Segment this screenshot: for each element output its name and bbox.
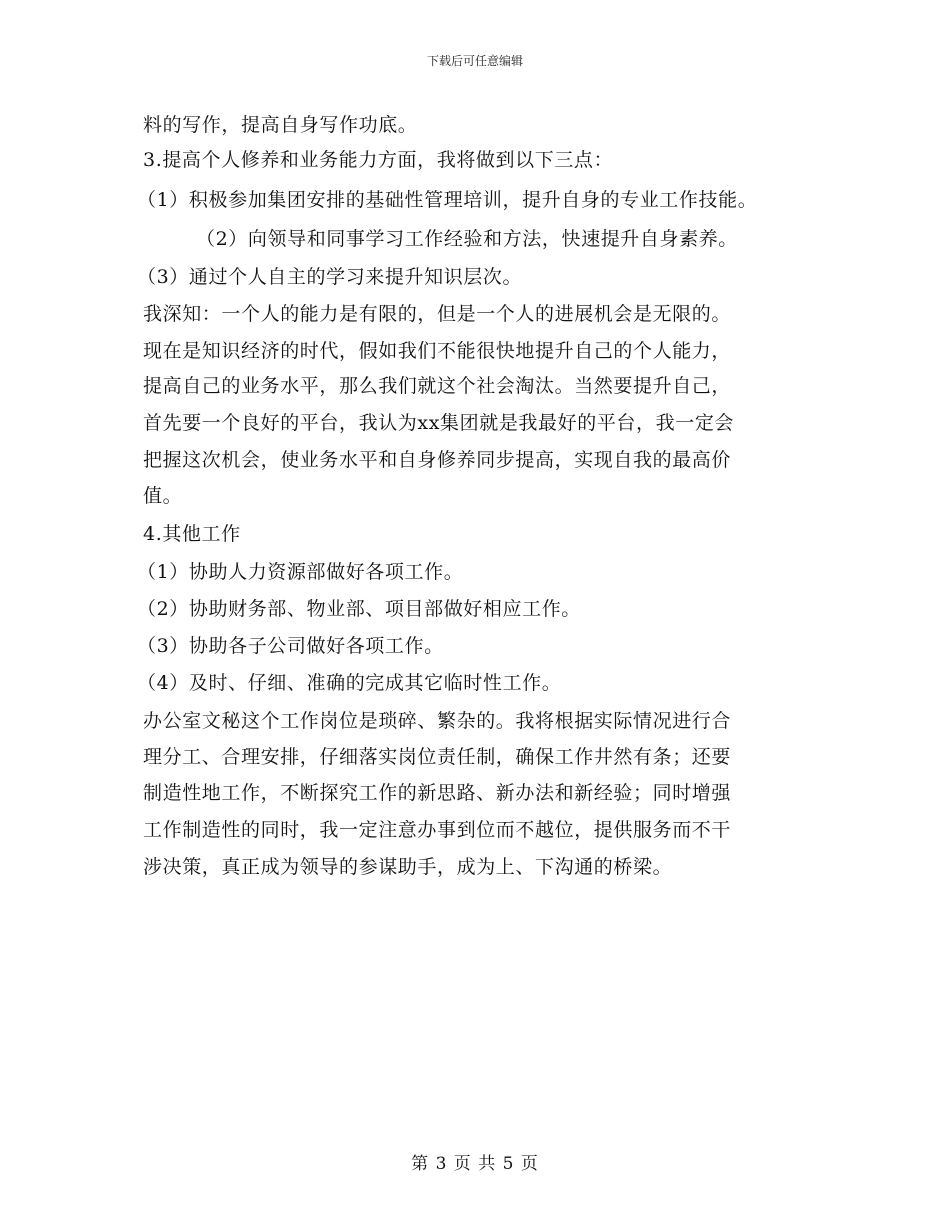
text-line: 值。 [143,485,183,507]
list-item: （1）协助人力资源部做好各项工作。 [137,561,464,583]
list-item: （3）协助各子公司做好各项工作。 [137,635,444,657]
text-line: 首先要一个良好的平台，我认为xx集团就是我最好的平台，我一定会 [143,412,735,434]
text-line: 办公室文秘这个工作岗位是琐碎、繁杂的。我将根据实际情况进行合 [143,710,732,732]
list-item: （2）向领导和同事学习工作经验和方法，快速提升自身素养。 [196,228,738,250]
page-number: 第 3 页 共 5 页 [411,1154,539,1174]
list-item: （1）积极参加集团安排的基础性管理培训，提升自身的专业工作技能。 [137,189,758,211]
list-item: （4）及时、仔细、准确的完成其它临时性工作。 [137,672,562,694]
section-heading: 4.其他工作 [143,523,241,545]
text-line: 制造性地工作，不断探究工作的新思路、新办法和新经验；同时增强 [143,782,732,804]
text-line: 料的写作，提高自身写作功底。 [143,114,418,136]
text-line: 把握这次机会，使业务水平和自身修养同步提高，实现自我的最高价 [143,449,732,471]
text-line: 工作制造性的同时，我一定注意办事到位而不越位，提供服务而不干 [143,819,732,841]
text-line: 理分工、合理安排，仔细落实岗位责任制，确保工作井然有条；还要 [143,746,732,768]
page-header: 下载后可任意编辑 [426,54,523,68]
list-item: （3）通过个人自主的学习来提升知识层次。 [137,266,523,288]
section-heading: 3.提高个人修养和业务能力方面，我将做到以下三点： [143,149,614,171]
text-line: 现在是知识经济的时代，假如我们不能很快地提升自己的个人能力， [143,340,732,362]
list-item: （2）协助财务部、物业部、项目部做好相应工作。 [137,598,581,620]
text-line: 我深知：一个人的能力是有限的，但是一个人的进展机会是无限的。 [143,303,732,325]
text-line: 提高自己的业务水平，那么我们就这个社会淘汰。当然要提升自己， [143,375,732,397]
text-line: 涉决策，真正成为领导的参谋助手，成为上、下沟通的桥梁。 [143,856,673,878]
